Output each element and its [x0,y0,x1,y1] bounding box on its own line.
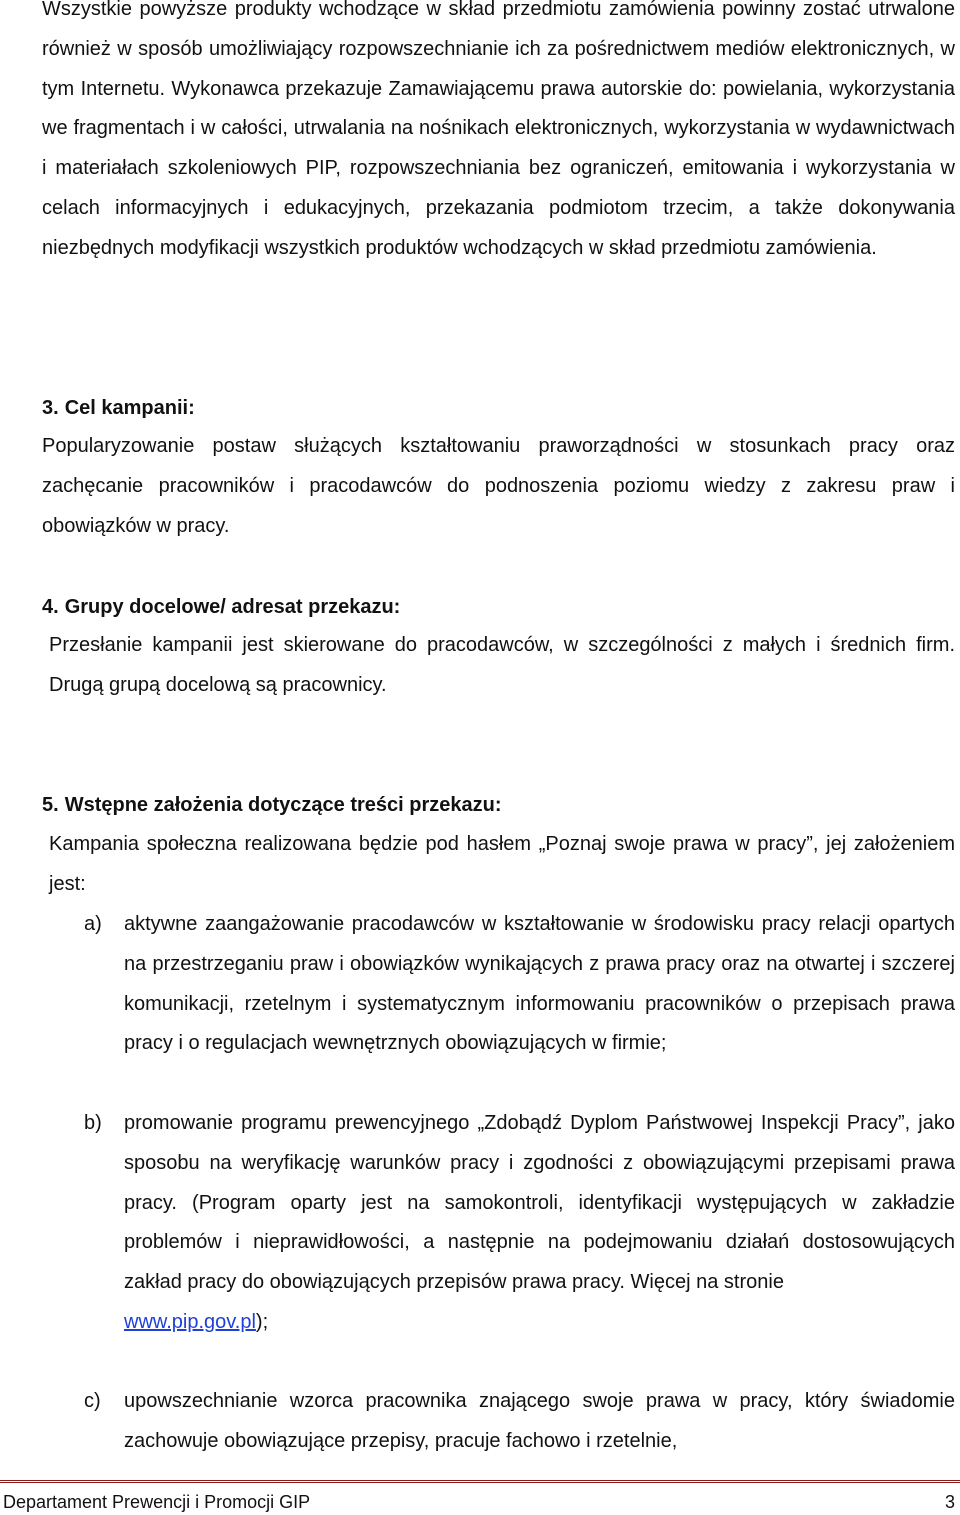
list-item-b [84,1104,955,1343]
section-3-heading [42,395,195,421]
section-4-body: Przesłanie kampanii jest skierowane do pracodawców, w szczególności z małych i średnich firm. Drugą grupą docelową są pracownicy. [49,634,955,696]
section-5-heading [42,792,502,818]
list-item-c [84,1382,955,1462]
section-4-heading [42,594,400,620]
pip-website-link[interactable]: www.pip.gov.pl [124,1310,256,1333]
footer-department: Departament Prewencji i Promocji GIP [3,1492,311,1512]
section-3-number: 3. [42,397,59,419]
footer-page-number: 3 [944,1492,955,1512]
section-5-title: Wstępne założenia dotyczące treści przekazu: [64,794,502,816]
list-item-a-label: a) [84,913,102,935]
section-4-number: 4. [42,596,59,618]
list-item-c-text: upowszechnianie wzorca pracownika znającego swoje prawa w pracy, który świadomie zachowuje obowiązujące przepisy, pracuje fachowo i rzetelnie, [124,1390,955,1452]
footer-rule [0,1480,960,1483]
list-item-a-text: aktywne zaangażowanie pracodawców w kształtowanie w środowisku pracy relacji opartych na przestrzeganiu praw i obowiązków wynikających z prawa pracy oraz na otwartej i szczerej komunikacji, rzetelnym i systematycznym informowaniu pracowników o przepisach prawa pracy i o regulacjach wewnętrznych obowiązujących w firmie; [124,913,955,1055]
paragraph-rights: Wszystkie powyższe produkty wchodzące w skład przedmiotu zamówienia powinny zostać utrwalone również w sposób umożliwiający rozpowszechnianie ich za pośrednictwem mediów elektronicznych, w tym Internetu. Wykonawca przekazuje Zamawiającemu prawa autorskie do: powielania, wykorzystania we fragmentach i w całości, utrwalania na nośnikach elektronicznych, wykorzystania w wydawnictwach i materiałach szkoleniowych PIP, rozpowszechniania bez ograniczeń, emitowania i wykorzystania w celach informacyjnych i edukacyjnych, przekazania podmiotom trzecim, a także dokonywania niezbędnych modyfikacji wszystkich produktów wchodzących w skład przedmiotu zamówienia. [42,0,955,259]
list-item-b-text: promowanie programu prewencyjnego „Zdobądź Dyplom Państwowej Inspekcji Pracy”, jako sposobu na weryfikację warunków pracy i zgodności z obowiązującymi przepisami prawa pracy. (Program oparty jest na samokontroli, identyfikacji występujących w zakładzie problemów i nieprawidłowości, a następnie na podejmowaniu działań dostosowujących zakład pracy do obowiązujących przepisów prawa pracy. Więcej na stronie [124,1112,955,1294]
list-item-b-label: b) [84,1112,102,1134]
list-item-b-closing: ); [255,1310,269,1333]
list-item-a [84,905,955,1064]
section-3-title: Cel kampanii: [64,397,195,419]
section-5-number: 5. [42,794,59,816]
section-5-intro: Kampania społeczna realizowana będzie pod hasłem „Poznaj swoje prawa w pracy”, jej założeniem jest: [49,833,955,895]
section-3-body: Popularyzowanie postaw służących kształtowaniu praworządności w stosunkach pracy oraz zachęcanie pracowników i pracodawców do podnoszenia poziomu wiedzy z zakresu praw i obowiązków w pracy. [42,435,955,537]
section-4-title: Grupy docelowe/ adresat przekazu: [64,596,401,618]
list-item-c-label: c) [84,1390,101,1412]
list-item-b-body [124,1104,955,1343]
